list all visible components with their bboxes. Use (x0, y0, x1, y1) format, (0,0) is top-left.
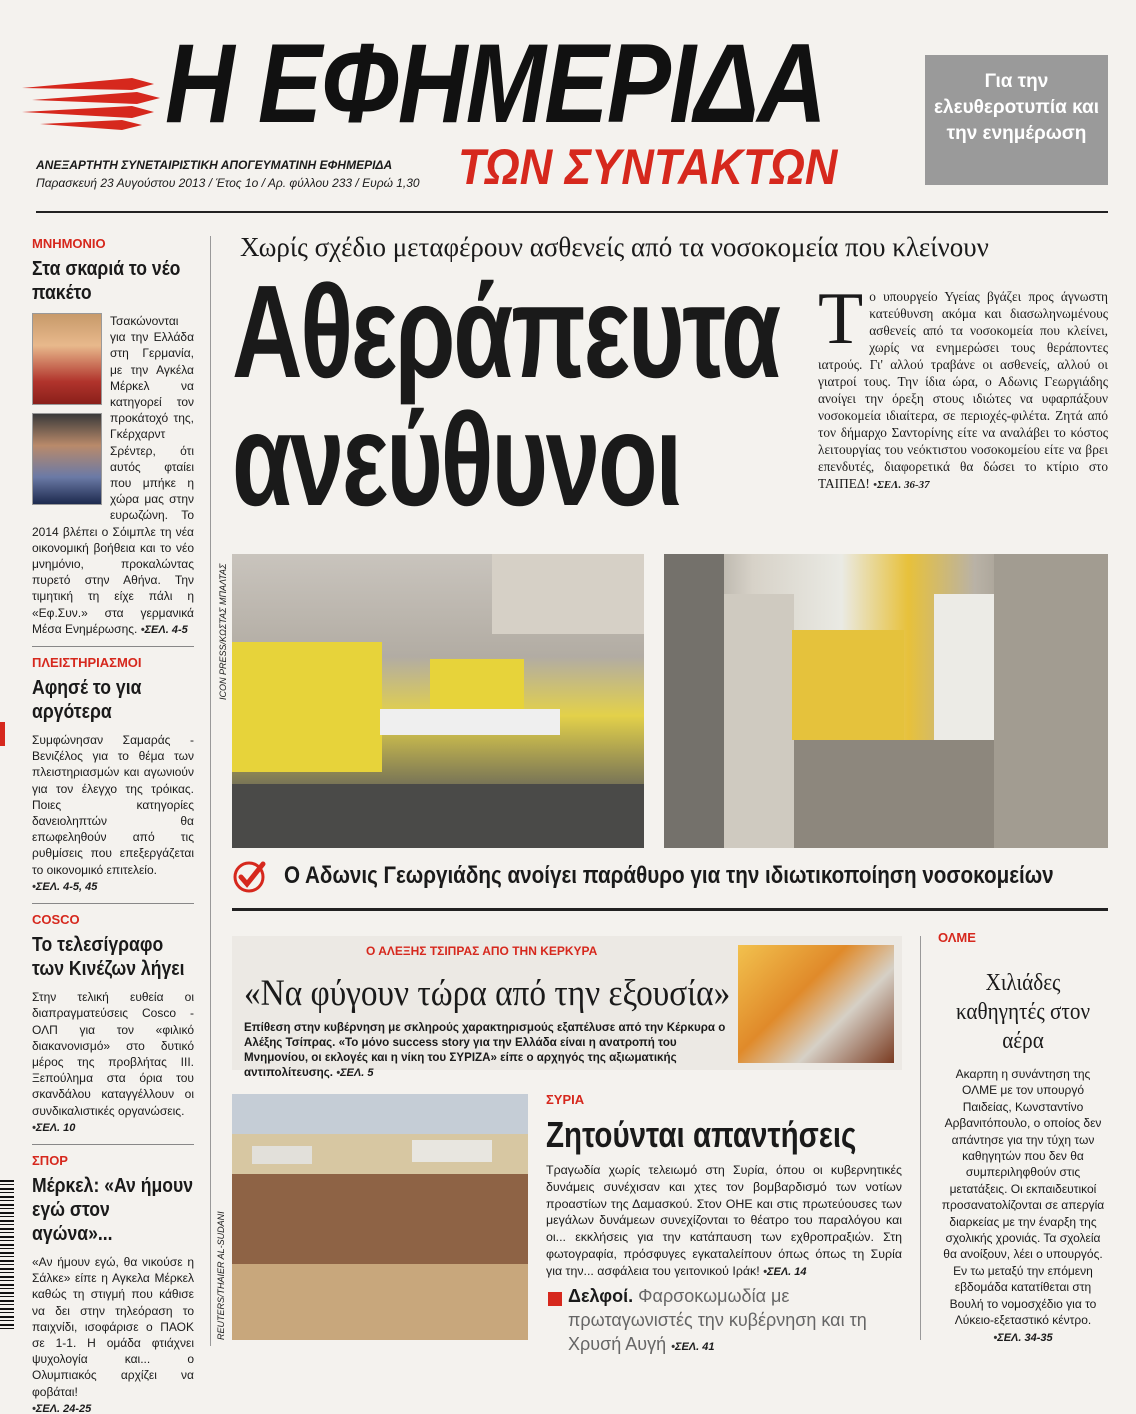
page-ref-spor: • ΣΕΛ. 24-25 (32, 1403, 91, 1414)
page-ref-olme: • ΣΕΛ. 34-35 (993, 1332, 1052, 1344)
divider (32, 646, 194, 647)
column-rule (210, 236, 211, 1346)
headline-olme: Χιλιάδες καθηγητές στον αέρα (955, 970, 1091, 1054)
body-syria (546, 1162, 902, 1281)
page-ref-delfoi: • ΣΕΛ. 41 (671, 1341, 714, 1353)
body-tsipras (244, 1020, 728, 1081)
story-mnimonio[interactable] (32, 236, 194, 638)
ambulance-photo (232, 554, 644, 848)
lead-body (818, 278, 1108, 494)
headline-syria[interactable]: Ζητούνται απαντήσεις (546, 1114, 857, 1155)
left-column (32, 236, 194, 1414)
delfoi-square-icon (548, 1292, 562, 1306)
syria-refugees-photo (232, 1094, 528, 1340)
body-olme-text: Ακαρπη η συνάντηση της ΟΛΜΕ με τον υπουργό Παιδείας, Κωνσταντίνο Αρβανιτόπουλο, ο οποίος δεν απάντησε για την τύχη των καθηγητών που δεν θα συμπεριληφθούν στις μετατάξεις. Οι εκπαιδευτικοί προσανατολίζονται σε απεργία διαρκείας με την έναρξη της σχολικής χρονιάς. Τα σχολεία θα ανοίξουν, λέει ο υπουργός. Εν τω μεταξύ την επόμενη εβδομάδα κατατίθεται στη Βουλή το νομοσχέδιο για το Λύκειο-εξεταστικό κέντρο. (941, 1067, 1105, 1328)
story-pleistiriasmoi[interactable] (32, 655, 194, 895)
lead-headline[interactable] (232, 258, 779, 533)
kicker-tsipras: Ο ΑΛΕΞΗΣ ΤΣΙΠΡΑΣ ΑΠΟ ΤΗΝ ΚΕΡΚΥΡΑ (366, 944, 598, 958)
lead-subheadline: Χωρίς σχέδιο μεταφέρουν ασθενείς από τα νοσοκομεία που κλείνουν (240, 232, 989, 262)
hospital-corridor-photo-art (664, 554, 1108, 848)
masthead-subtitle: ΤΩΝ ΣΥΝΤΑΚΤΩΝ (458, 139, 838, 195)
lead-headline-line1: Αθεράπευτα (232, 258, 779, 405)
masthead-title: Η ΕΦΗΜΕΡΙΔΑ (165, 21, 826, 146)
lead-dropcap: Τ (818, 278, 864, 360)
kicker-mnimonio: ΜΝΗΜΟΝΙΟ (32, 236, 106, 251)
headline-tsipras: «Να φύγουν τώρα από την εξουσία» (244, 973, 731, 1014)
page-ref-cosco: • ΣΕΛ. 10 (32, 1122, 75, 1134)
headline-mnimonio: Στα σκαριά το νέο πακέτο (32, 258, 181, 304)
kicker-cosco: COSCO (32, 912, 80, 928)
page-ref-mnimonio: • ΣΕΛ. 4-5 (141, 624, 188, 636)
body-spor (32, 1254, 194, 1414)
kicker-syria: ΣΥΡΙΑ (546, 1092, 585, 1107)
barcode-icon (0, 1180, 14, 1330)
delfoi-story[interactable] (568, 1284, 908, 1359)
ambulance-photo-art (232, 554, 644, 848)
kicker-olme: ΟΛΜΕ (938, 930, 976, 945)
lead-body-text: ο υπουργείο Υγείας βγάζει προς άγνωστη κατεύθυνση ακόμα και διασωληνωμένους ασθενείς από τα νοσοκομεία που κλείνει, χωρίς να ενημερώσει τους θεράποντες ιατρούς. Γι' αλλού τραβάνε οι ασθενείς, αλλού οι γιατροί τους. Την ίδια ώρα, ο Αδωνις Γεωργιάδης ανοίγει την όρεξη στους ιδιώτες να υφαρπάξουν νοσοκομεία ιδιαίτερα, σε περιοχές-φιλέτα. Ζητά από τον δήμαρχο Σαντορίνης είτε να αναλάβει το κόστος λειτουργίας του νεόκτιστου νοσοκομείου είτε να βρει επενδυτές, διαφορετικά θα δώσει το κτίριο στο ΤΑΙΠΕΔ! (818, 289, 1108, 491)
photo-credit-syria: REUTERS/THAIER AL-SUDANI (216, 1211, 226, 1340)
body-cosco (32, 989, 194, 1136)
checkmark-icon (232, 860, 266, 894)
edge-marker (0, 722, 5, 746)
body-mnimonio-text: Τσακώνονται για την Ελλάδα στη Γερμανία, με την Αγκέλα Μέρκελ να κατηγορεί τον προκάτοχό της, Γκέρχαρντ Σρέντερ, ότι αυτός φταίει που μπήκε η χώρα μας στην ευρωζώνη. Το 2014 βλέπει ο Σόιμπλε τη νέα οικονομική βοήθεια και το νέο μνημόνιο, προκαλώντας πυρετό στην Αθήνα. Την τιμητική τη είχε πάλι η «Εφ.Συν.» στα γερμανικά Μέσα Ενημέρωσης. (32, 314, 194, 636)
story-olme[interactable] (938, 930, 1108, 1346)
story-cosco[interactable] (32, 912, 194, 1136)
tsipras-photo (738, 945, 894, 1063)
lead-headline-line2: ανεύθυνοι (232, 386, 681, 533)
middle-rule (232, 908, 1108, 911)
body-pleistiriasmoi-text: Συμφώνησαν Σαμαράς - Βενιζέλος για το θέμα των πλειστηριασμών και αγωνιούν για τον έλεγχο της τρόικας. Ποιες κατηγορίες δανειοληπτών θα επωφεληθούν από τις ρυθμίσεις που επεξεργάζεται το οικονομικό επιτελείο. (32, 733, 194, 877)
column-rule-right (920, 936, 921, 1340)
divider (32, 1144, 194, 1145)
page-ref-lead: • ΣΕΛ. 36-37 (873, 479, 930, 491)
pen-nibs-logo-icon (22, 60, 162, 140)
lead-caption[interactable]: Ο Αδωνις Γεωργιάδης ανοίγει παράθυρο για την ιδιωτικοποίηση νοσοκομείων (284, 862, 1054, 889)
schroder-photo (32, 413, 102, 505)
syria-refugees-photo-art (232, 1094, 528, 1340)
body-tsipras-text: Επίθεση στην κυβέρνηση με σκληρούς χαρακτηρισμούς εξαπέλυσε από την Κέρκυρα ο Αλέξης Τσίπρας. «Το μόνο success story για την Ελλάδα είναι η ανατροπή του Μνημονίου, οι εκλογές και η νίκη του ΣΥΡΙΖΑ» είπε ο αρχηγός της αξιωματικής αντιπολίτευσης. (244, 1021, 726, 1079)
photo-credit-lead: ICON PRESS/ΚΩΣΤΑΣ ΜΠΑΛΤΑΣ (218, 563, 228, 700)
body-olme (938, 1066, 1108, 1346)
body-cosco-text: Στην τελική ευθεία οι διαπραγματεύσεις Cosco - ΟΛΠ για τον «φιλικό διακανονισμό» στο δυτικό μέρος της προβλήτας ΙΙΙ. Ξεπούλημα στα όρια του σκανδάλου καταγγέλλουν οι συνδικαλιστικές οργανώσεις. (32, 990, 194, 1118)
delfoi-text: Φαρσοκωμωδία με πρωταγωνιστές την κυβέρνηση και τη Χρυσή Αυγή (568, 1286, 867, 1354)
headline-spor: Μέρκελ: «Αν ήμουν εγώ στον αγώνα»... (32, 1174, 194, 1245)
body-mnimonio (32, 313, 194, 638)
issue-info: Παρασκευή 23 Αυγούστου 2013 / Έτος 1ο / Αρ. φύλλου 233 / Ευρώ 1,30 (36, 176, 420, 190)
story-spor[interactable] (32, 1153, 194, 1414)
masthead-tagline: ΑΝΕΞΑΡΤΗΤΗ ΣΥΝΕΤΑΙΡΙΣΤΙΚΗ ΑΠΟΓΕΥΜΑΤΙΝΗ ΕΦΗΜΕΡΙΔΑ (36, 158, 393, 172)
page-ref-pleistiriasmoi: • ΣΕΛ. 4-5, 45 (32, 881, 97, 893)
body-pleistiriasmoi (32, 732, 194, 895)
headline-pleistiriasmoi: Αφησέ το για αργότερα (32, 677, 142, 724)
page-ref-tsipras: • ΣΕΛ. 5 (336, 1067, 373, 1079)
body-syria-text: Τραγωδία χωρίς τελειωμό στη Συρία, όπου οι κυβερνητικές δυνάμεις συνέχισαν και χτες τον βομβαρδισμό των νοτίων προαστίων της Δαμασκού. Στον ΟΗΕ και στις πρωτεύουσες των μεγάλων δυνάμεων συνεχίζονται το θέατρο του παραλόγου και οι... εκκλήσεις για την κατάπαυση των εχθροπραξιών. Στη φωτογραφία, πρόσφυγες εγκαταλείπουν όπως όπως τη Συρία για την... ασφάλεια του γειτονικού Ιράκ! (546, 1163, 902, 1278)
top-rule (36, 211, 1108, 213)
page-ref-syria: • ΣΕΛ. 14 (763, 1266, 806, 1278)
hospital-corridor-photo (664, 554, 1108, 848)
merkel-photo (32, 313, 102, 405)
kicker-pleistiriasmoi: ΠΛΕΙΣΤΗΡΙΑΣΜΟΙ (32, 655, 142, 671)
kicker-spor: ΣΠΟΡ (32, 1152, 68, 1168)
divider (32, 903, 194, 904)
body-spor-text: «Αν ήμουν εγώ, θα νικούσε η Σάλκε» είπε η Αγκελα Μέρκελ καθώς τη στιγμή που κάθισε να δει στην τηλεόραση το παιχνίδι, ισοφάρισε ο ΠΑΟΚ σε 1-1. Η ομάδα φτιάχνει ψυχολογία και... ο Ολυμπιακός αρχίζει να φοβάται! (32, 1254, 194, 1399)
promo-box: Για την ελευθεροτυπία και την ενημέρωση (925, 55, 1108, 185)
delfoi-label: Δελφοί. (568, 1286, 634, 1306)
headline-cosco: Το τελεσίγραφο των Κινέζων λήγει (32, 934, 185, 981)
